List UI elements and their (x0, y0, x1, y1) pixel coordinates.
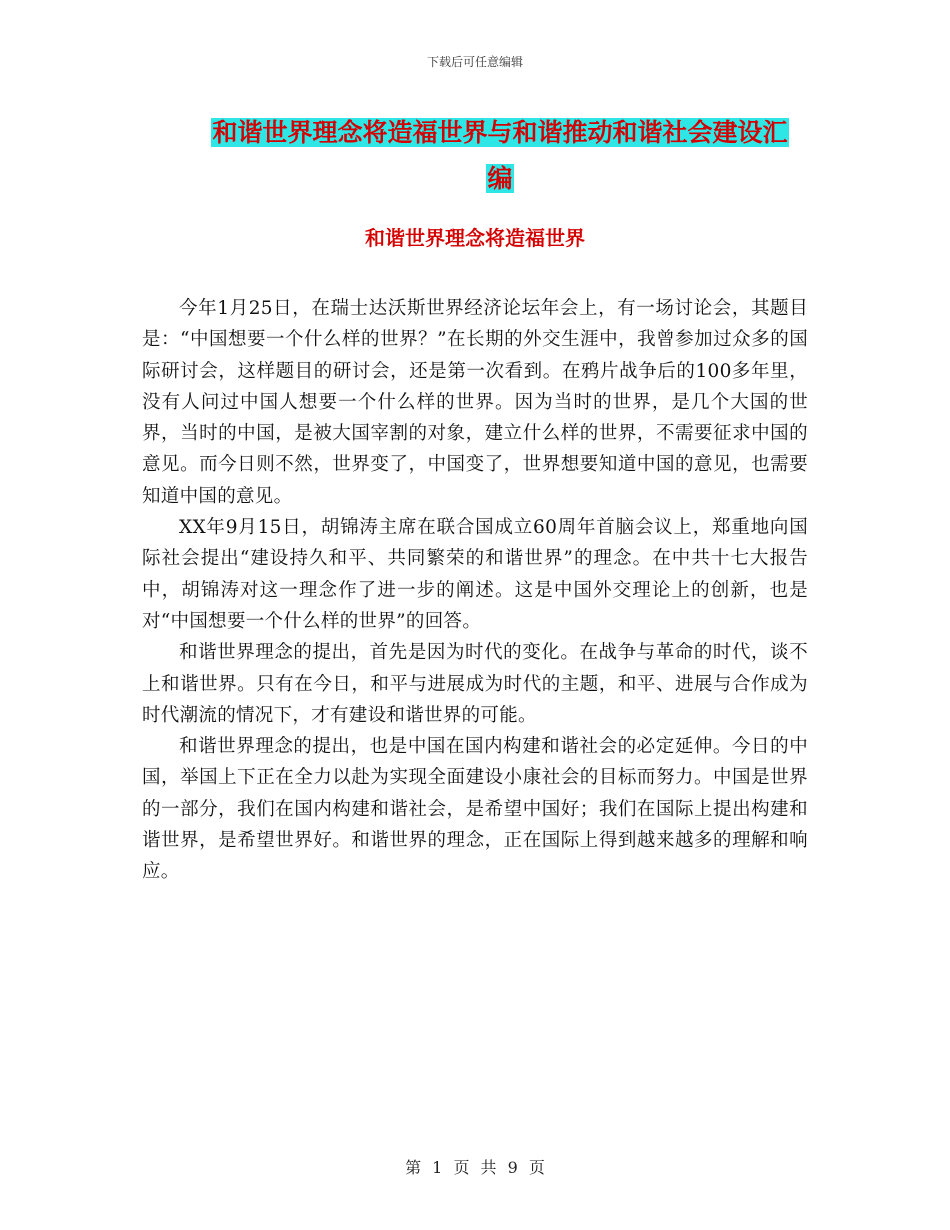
paragraph-4: 和谐世界理念的提出，也是中国在国内构建和谐社会的必定延伸。今日的中国，举国上下正在全力以赴为实现全面建设小康社会的目标而努力。中国是世界的一部分，我们在国内构建和谐社会，是希望中国好；我们在国际上提出构建和谐世界，是希望世界好。和谐世界的理念，正在国际上得到越来越多的理解和响应。 (142, 736, 808, 883)
article-body (142, 293, 808, 888)
header-note: 下载后可任意编辑 (426, 55, 523, 69)
paragraph-2: XX年9月15日，胡锦涛主席在联合国成立60周年首脑会议上，郑重地向国际社会提出“建设持久和平、共同繁荣的和谐世界”的理念。在中共十七大报告中，胡锦涛对这一理念作了进一步的阐述。这是中国外交理论上的创新，也是对“中国想要一个什么样的世界”的回答。 (142, 517, 808, 632)
document-title-line-2: 编 (487, 164, 513, 193)
paragraph-3: 和谐世界理念的提出，首先是因为时代的变化。在战争与革命的时代，谈不上和谐世界。只有在今日，和平与进展成为时代的主题，和平、进展与合作成为时代潮流的情况下，才有建设和谐世界的可能。 (142, 642, 808, 726)
page-number-footer: 第 1 页 共 9 页 (405, 1158, 545, 1177)
document-title-line-1: 和谐世界理念将造福世界与和谐推动和谐社会建设汇 (212, 118, 788, 147)
paragraph-1: 今年1月25日，在瑞士达沃斯世界经济论坛年会上，有一场讨论会，其题目是：“中国想要一个什么样的世界？”在长期的外交生涯中，我曾参加过众多的国际研讨会，这样题目的研讨会，还是第一次看到。在鸦片战争后的100多年里，没有人问过中国人想要一个什么样的世界。因为当时的世界，是几个大国的世界，当时的中国，是被大国宰割的对象，建立什么样的世界，不需要征求中国的意见。而今日则不然，世界变了，中国变了，世界想要知道中国的意见，也需要知道中国的意见。 (142, 298, 808, 507)
section-title: 和谐世界理念将造福世界 (365, 226, 585, 250)
document-title (190, 110, 810, 202)
